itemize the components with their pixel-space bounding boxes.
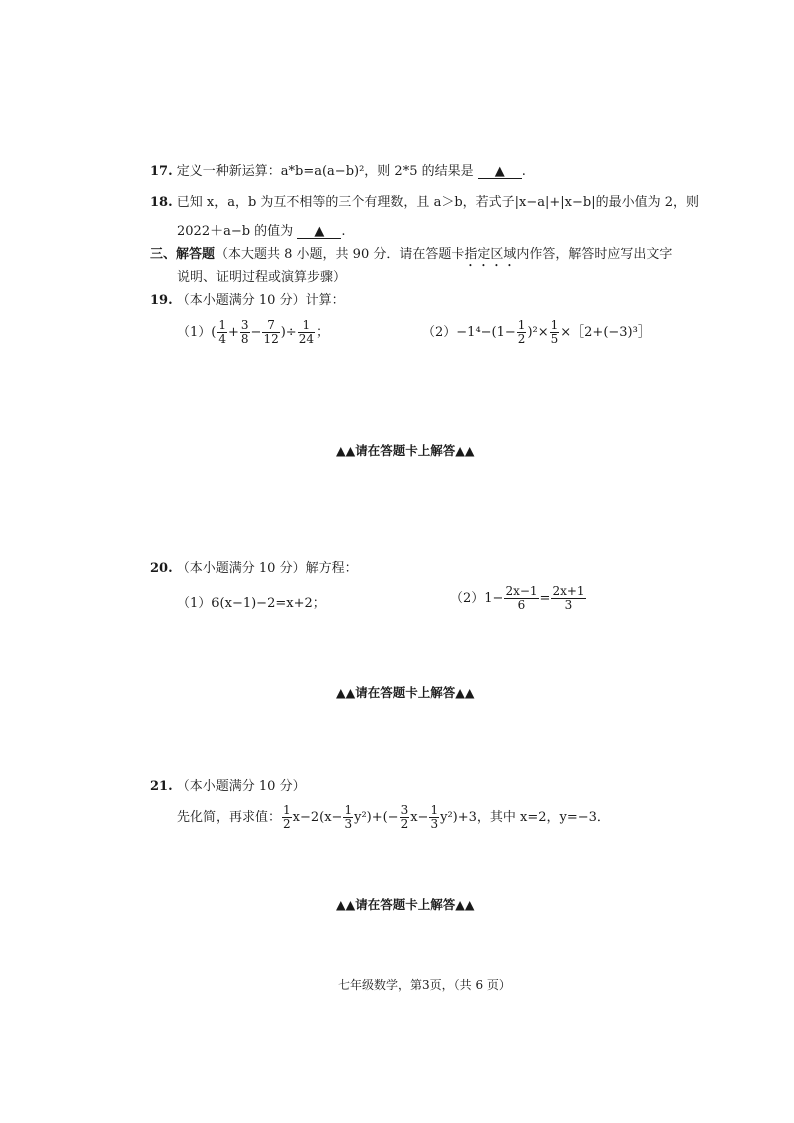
answer-blank: ▲ bbox=[297, 225, 341, 239]
answer-sheet-tip: ▲▲请在答题卡上解答▲▲ bbox=[336, 897, 475, 912]
q20-part1: （1）6(x−1)−2=x+2； bbox=[177, 596, 326, 611]
fraction: $\frac{1}{3}$ bbox=[344, 803, 353, 831]
q21-expression: 先化简，再求值： $\frac{1}{2}$ x−2(x− $\frac{1}{3}$ y²)+(− $\frac{3}{2}$ x− $\frac{1}{3}$ y²)+3，其中 x=2，y=−3． bbox=[177, 803, 610, 831]
question-header: （本小题满分 10 分）计算： bbox=[176, 293, 345, 308]
question-18-line2: 2022＋a−b 的值为 ▲ . bbox=[177, 224, 346, 239]
question-20 bbox=[150, 557, 358, 576]
q19-part2: （2）−1⁴−(1− $\frac{1}{2}$ )²× $\frac{1}{5}$ ×［2+(−3)³］ bbox=[422, 318, 651, 346]
page-footer: 七年级数学，第3页，（共 6 页） bbox=[338, 978, 511, 992]
question-19 bbox=[150, 289, 345, 308]
fraction: $\frac{1}{4}$ bbox=[218, 318, 226, 346]
fraction: $\frac{3}{8}$ bbox=[240, 318, 249, 346]
fraction: $\frac{2x+1}{3}$ bbox=[552, 584, 585, 612]
question-number: 20. bbox=[150, 561, 173, 576]
question-17: 17. 定义一种新运算：a*b=a(a−b)²，则 2*5 的结果是 ▲ . bbox=[150, 164, 526, 179]
question-text: 已知 x，a，b 为互不相等的三个有理数，且 a＞b，若式子|x−a|+|x−b|的最小值为 2，则 bbox=[176, 195, 699, 210]
answer-sheet-tip: ▲▲请在答题卡上解答▲▲ bbox=[336, 685, 475, 700]
fraction: $\frac{7}{12}$ bbox=[263, 318, 279, 346]
answer-sheet-tip: ▲▲请在答题卡上解答▲▲ bbox=[336, 443, 475, 458]
emphasis-text: 指定区域 bbox=[464, 247, 517, 262]
question-header: （本小题满分 10 分）解方程： bbox=[176, 561, 358, 576]
question-number: 21. bbox=[150, 779, 173, 794]
fraction: $\frac{1}{2}$ bbox=[517, 318, 526, 346]
section-heading-line2: 说明、证明过程或演算步骤） bbox=[177, 270, 347, 285]
question-text: 定义一种新运算：a*b=a(a−b)²，则 2*5 的结果是 bbox=[176, 164, 474, 179]
question-number: 18. bbox=[150, 195, 173, 210]
answer-blank: ▲ bbox=[478, 165, 522, 179]
fraction: $\frac{1}{24}$ bbox=[298, 318, 314, 346]
question-header: （本小题满分 10 分） bbox=[176, 779, 306, 794]
q19-part1: （1）( $\frac{1}{4}$ + $\frac{3}{8}$ − $\frac{7}{12}$ )÷ $\frac{1}{24}$ ； bbox=[177, 318, 329, 346]
fraction: $\frac{3}{2}$ bbox=[400, 803, 409, 831]
section-heading: 三、解答题（本大题共 8 小题，共 90 分．请在答题卡指定区域内作答，解答时应写出文字 bbox=[150, 247, 673, 262]
fraction: $\frac{1}{5}$ bbox=[550, 318, 559, 346]
fraction: $\frac{1}{3}$ bbox=[430, 803, 439, 831]
question-number: 19. bbox=[150, 293, 173, 308]
fraction: $\frac{1}{2}$ bbox=[283, 803, 291, 831]
question-number: 17. bbox=[150, 164, 173, 179]
q20-part2: （2）1− $\frac{2x-1}{6}$ = $\frac{2x+1}{3}$ bbox=[450, 584, 585, 612]
fraction: $\frac{2x-1}{6}$ bbox=[505, 584, 538, 612]
section-title: 三、解答题 bbox=[150, 247, 216, 262]
question-18 bbox=[150, 191, 699, 210]
question-21 bbox=[150, 775, 306, 794]
